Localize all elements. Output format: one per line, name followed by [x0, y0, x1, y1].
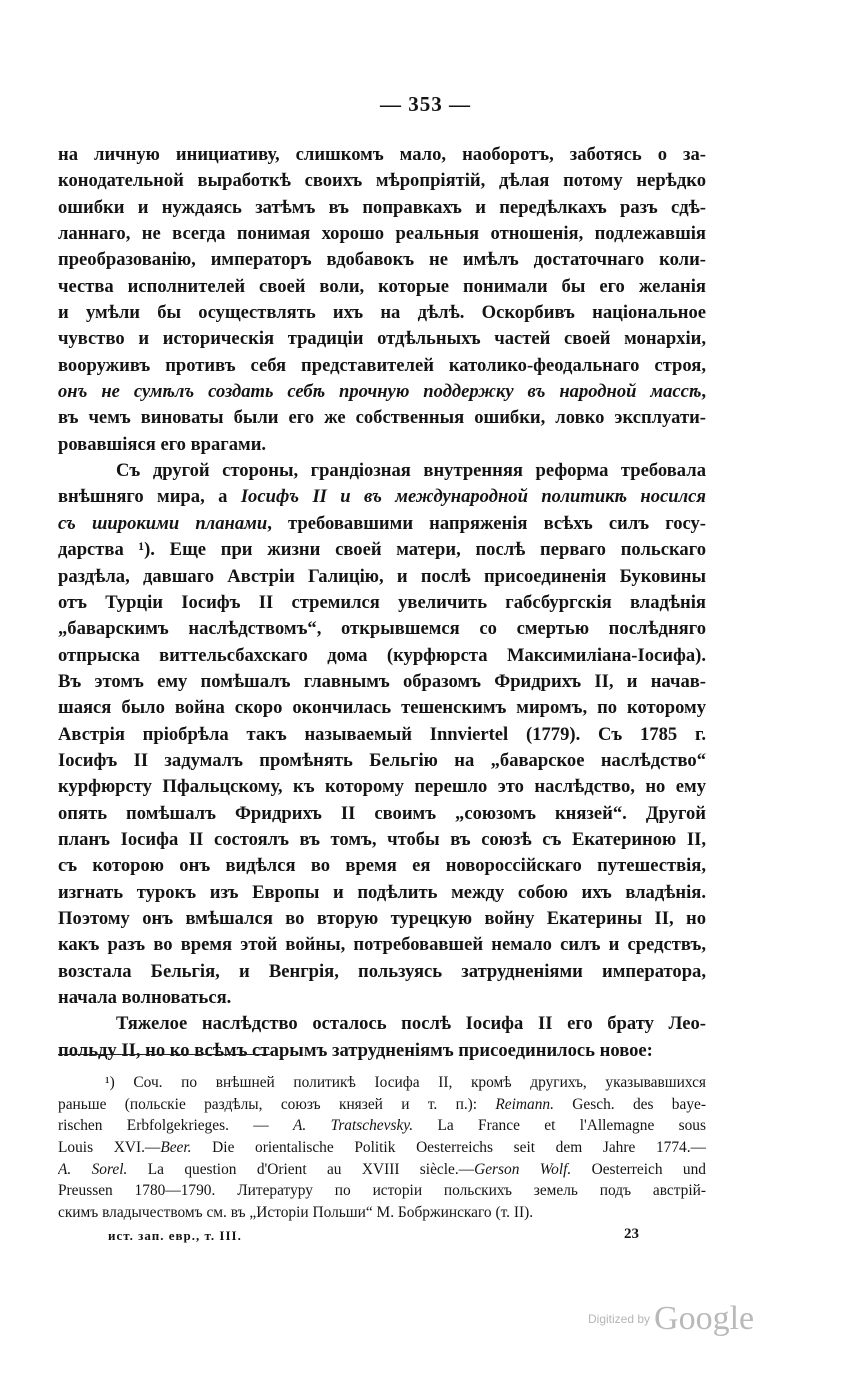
- italic-run: онъ не сумѣлъ создать себѣ прочную поддержку въ народной массѣ: [58, 381, 702, 403]
- text-run: „баварскимъ наслѣдствомъ“, открывшемся со смертью послѣдняго: [58, 618, 706, 640]
- text-line: [58, 142, 706, 168]
- text-line: [58, 906, 706, 932]
- text-line: [58, 774, 706, 800]
- text-line: [58, 1038, 706, 1064]
- text-run: ланнаго, не всегда понимая хорошо реальныя отношенія, подлежавшія: [58, 223, 706, 245]
- text-run: внѣшняго мира, а: [58, 486, 241, 508]
- text-run: Gesch. des baye-: [553, 1095, 706, 1113]
- text-line: [58, 959, 706, 985]
- footnote-line: [58, 1202, 706, 1224]
- text-run: какъ разъ во время этой войны, потребовавшей немало силъ и средствъ,: [58, 934, 706, 956]
- text-line: [58, 564, 706, 590]
- italic-run: Gerson Wolf.: [474, 1160, 572, 1178]
- watermark-digitized-by: Digitized by: [588, 1312, 651, 1326]
- text-run: rischen Erbfolgekrieges. —: [58, 1117, 294, 1135]
- footnote-line: [58, 1094, 706, 1116]
- italic-run: A. Sorel.: [58, 1160, 128, 1178]
- text-line: [58, 511, 706, 537]
- italic-run: Reimann.: [495, 1095, 554, 1113]
- text-run: Тяжелое наслѣдство осталось послѣ Іосифа II его брату Лео-: [116, 1013, 706, 1035]
- page-number: — 353 —: [380, 92, 471, 116]
- text-run: чества исполнителей своей воли, которые понимали бы его желанія: [58, 275, 706, 297]
- text-run: начала волноваться.: [58, 987, 232, 1008]
- text-run: отъ Турціи Іосифъ II стремился увеличить габсбургскія владѣнія: [58, 591, 706, 613]
- footnote-line: [58, 1137, 706, 1159]
- italic-run: A. Tratschevsky.: [293, 1117, 414, 1135]
- footnote-line: [58, 1072, 706, 1094]
- text-line: [58, 379, 706, 405]
- footnotes: [58, 1072, 706, 1224]
- text-run: ошибки и нуждаясь затѣмъ въ поправкахъ и передѣлкахъ разъ сдѣ-: [58, 196, 706, 218]
- footnote-separator: [58, 1054, 270, 1055]
- text-run: Preussen 1780—1790. Литературу по исторіи польскихъ земель подъ австрій-: [58, 1182, 706, 1200]
- text-run: возстала Бельгія, и Венгрія, пользуясь затрудненіями императора,: [58, 960, 706, 982]
- text-run: Die orientalische Politik Oesterreichs seit dem Jahre 1774.—: [191, 1139, 706, 1157]
- footnote-line: [58, 1180, 706, 1202]
- watermark-google: Google: [654, 1300, 755, 1337]
- text-run: раздѣла, давшаго Австріи Галицію, и послѣ присоединенія Буковины: [58, 565, 706, 587]
- text-run: съ которою онъ видѣлся во время ея новороссійскаго путешествія,: [58, 855, 706, 877]
- text-run: на личную инициативу, слишкомъ мало, наоборотъ, заботясь о за-: [58, 144, 706, 165]
- text-line: [58, 484, 706, 510]
- text-line: [58, 1011, 706, 1037]
- text-line: [58, 827, 706, 853]
- text-run: дарства ¹). Еще при жизни своей матери, послѣ перваго польскаго: [58, 539, 706, 561]
- text-line: [58, 801, 706, 827]
- text-run: Въ этомъ ему помѣшалъ главнымъ образомъ Фридрихъ II, и начав-: [58, 670, 706, 692]
- text-line: [58, 748, 706, 774]
- footnote-line: [58, 1159, 706, 1181]
- footnote-line: [58, 1115, 706, 1137]
- text-run: ¹) Соч. по внѣшней политикѣ Іосифа II, кромѣ другихъ, указывавшихся: [105, 1074, 706, 1091]
- text-run: польду II, но ко всѣмъ старымъ затрудненіямъ присоединилось новое:: [58, 1039, 653, 1061]
- text-run: отпрыска виттельсбахскаго дома (курфюрста Максимиліана-Іосифа).: [58, 644, 706, 666]
- text-run: La France et l'Allemagne sous: [413, 1117, 706, 1135]
- text-run: , требовавшими напряженія всѣхъ силъ госу-: [267, 512, 706, 534]
- text-run: Іосифъ II задумалъ промѣнять Бельгію на „баварское наслѣдство“: [58, 749, 706, 771]
- text-line: [58, 353, 706, 379]
- italic-run: Іосифъ II и въ международной политикѣ носился: [240, 486, 706, 508]
- text-run: ровавшіяся его врагами.: [58, 433, 267, 455]
- text-line: [58, 853, 706, 879]
- signature-mark: ист. зап. евр., т. III.: [108, 1228, 242, 1243]
- text-run: въ чемъ виноваты были его же собственныя ошибки, ловко эксплуати-: [58, 407, 706, 429]
- text-run: изгнать турокъ изъ Европы и подѣлить между собою ихъ владѣнія.: [58, 881, 706, 903]
- text-run: чувство и историческія традиціи отдѣльныхъ частей своей монархіи,: [58, 328, 706, 350]
- text-line: [58, 247, 706, 273]
- text-run: Съ другой стороны, грандіозная внутренняя реформа требовала: [116, 460, 706, 482]
- google-watermark: [588, 1300, 754, 1340]
- text-line: [58, 616, 706, 642]
- text-run: вооруживъ противъ себя представителей католико-феодальнаго строя,: [58, 354, 706, 376]
- text-line: [58, 932, 706, 958]
- text-run: скимъ владычествомъ см. въ „Исторіи Польши“ М. Бобржинскаго (т. II).: [58, 1204, 534, 1222]
- text-run: Поэтому онъ вмѣшался во вторую турецкую войну Екатерины II, но: [58, 907, 706, 929]
- italic-run: Beer.: [160, 1139, 192, 1157]
- italic-run: съ широкими планами: [58, 512, 268, 534]
- text-run: шаяся было война скоро окончилась тешенскимъ миромъ, по которому: [58, 697, 706, 719]
- text-line: [58, 985, 706, 1011]
- text-line: [58, 195, 706, 221]
- text-line: [58, 458, 706, 484]
- text-line: [58, 168, 706, 194]
- text-run: Австрія пріобрѣла такъ называемый Innviertel (1779). Съ 1785 г.: [58, 723, 706, 745]
- text-run: ,: [701, 381, 706, 403]
- text-line: [58, 722, 706, 748]
- text-run: конодательной выработкѣ своихъ мѣропріятій, дѣлая потому нерѣдко: [58, 170, 706, 192]
- text-line: [58, 669, 706, 695]
- body-text: [58, 142, 706, 1064]
- text-line: [58, 326, 706, 352]
- text-line: [58, 432, 706, 458]
- signature-number: 23: [624, 1226, 639, 1242]
- text-line: [58, 880, 706, 906]
- text-line: [58, 695, 706, 721]
- text-run: курфюрсту Пфальцскому, къ которому перешло это наслѣдство, но ему: [58, 776, 706, 798]
- text-run: Oesterreich und: [571, 1160, 706, 1178]
- text-run: Louis XVI.—: [58, 1139, 161, 1157]
- text-line: [58, 537, 706, 563]
- text-run: раньше (польскіе раздѣлы, союзъ князей и т. п.):: [58, 1095, 496, 1113]
- text-line: [58, 405, 706, 431]
- text-line: [58, 590, 706, 616]
- text-line: [58, 300, 706, 326]
- text-run: преобразованію, императоръ вдобавокъ не имѣлъ достаточнаго коли-: [58, 249, 706, 271]
- text-run: La question d'Orient au XVIII siècle.—: [127, 1160, 475, 1178]
- text-line: [58, 274, 706, 300]
- text-run: планъ Іосифа II состоялъ въ томъ, чтобы въ союзѣ съ Екатериною II,: [58, 828, 706, 850]
- text-line: [58, 643, 706, 669]
- text-run: опять помѣшалъ Фридрихъ II своимъ „союзомъ князей“. Другой: [58, 802, 706, 824]
- text-line: [58, 221, 706, 247]
- text-run: и умѣли бы осуществлять ихъ на дѣлѣ. Оскорбивъ національное: [58, 302, 706, 324]
